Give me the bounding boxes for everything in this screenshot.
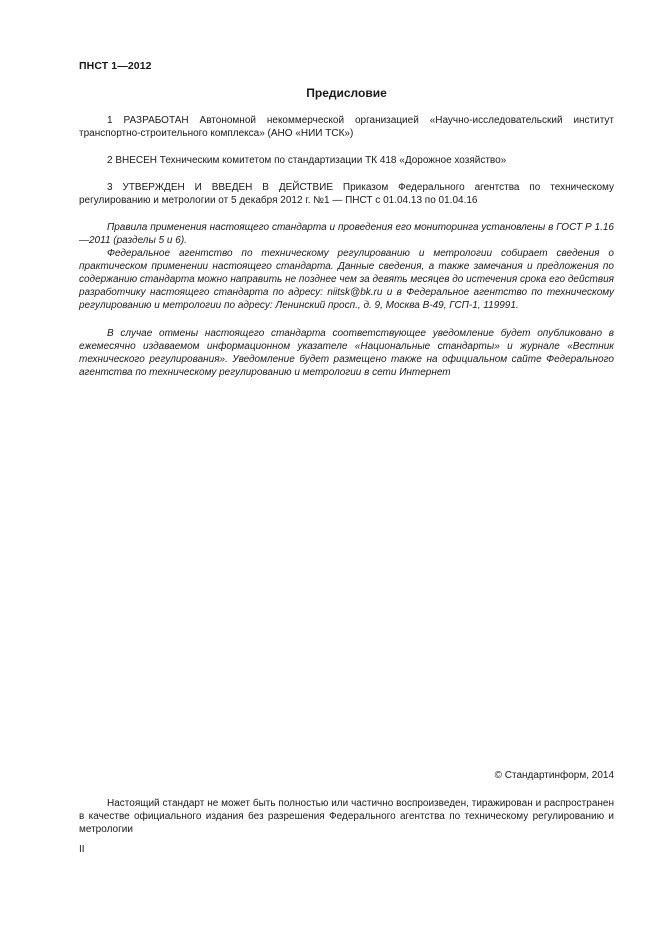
page-number: II: [79, 844, 85, 855]
paragraph-developed-by: 1 РАЗРАБОТАН Автономной некоммерческой организацией «Научно-исследовательский институт транспортно-строительного комплекса» (АНО «НИИ ТСК»): [79, 115, 614, 139]
copyright-line: © Стандартинформ, 2014: [494, 770, 614, 781]
paragraph-introduced-by: 2 ВНЕСЕН Техническим комитетом по стандартизации ТК 418 «Дорожное хозяйство»: [107, 155, 507, 166]
reproduction-notice: Настоящий стандарт не может быть полностью или частично воспроизведен, тиражирован и распространен в качестве официального издания без разрешения Федерального агентства по техническому регулированию и метрологии: [79, 798, 614, 835]
paragraph-application-rules: Правила применения настоящего стандарта и проведения его мониторинга установлены в ГОСТ Р 1.16—2011 (разделы 5 и 6).: [79, 222, 614, 246]
document-code: ПНСТ 1—2012: [79, 60, 152, 72]
paragraph-feedback-info: Федеральное агентство по техническому регулированию и метрологии собирает сведения о практическом применении настоящего стандарта. Данные сведения, а также замечания и предложения по содержанию стандарта можно направить не позднее чем за девять месяцев до истечения срока его действия разработчику настоящего стандарта по адресу: niitsk@bk.ru и в Федеральное агентство по техническому регулированию и метрологии по адресу: Ленинский просп., д. 9, Москва В-49, ГСП-1, 119991.: [79, 248, 614, 311]
paragraph-approved: 3 УТВЕРЖДЕН И ВВЕДЕН В ДЕЙСТВИЕ Приказом Федерального агентства по техническому регулированию и метрологии от 5 декабря 2012 г. №1 — ПНСТ с 01.04.13 по 01.04.16: [79, 182, 614, 206]
paragraph-cancellation-notice: В случае отмены настоящего стандарта соответствующее уведомление будет опубликовано в ежемесячно издаваемом информационном указателе «Национальные стандарты» и журнале «Вестник технического регулирования». Уведомление будет размещено также на официальном сайте Федерального агентства по техническому регулированию и метрологии в сети Интернет: [79, 328, 614, 378]
page-title: Предисловие: [306, 86, 387, 100]
